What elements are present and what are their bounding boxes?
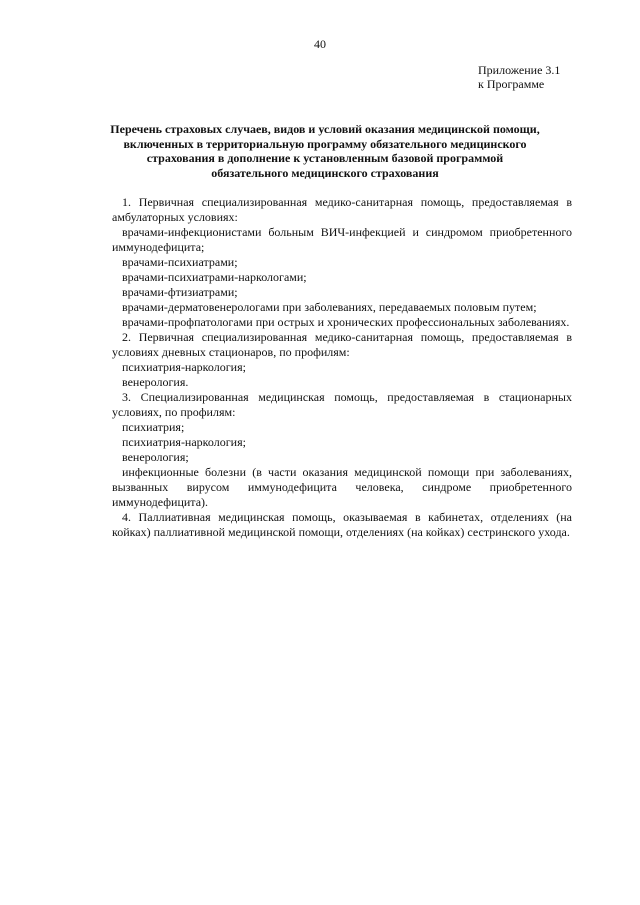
appendix-note <box>478 63 560 91</box>
paragraph-psychiatry-narcology-day: психиатрия-наркология; <box>122 360 246 374</box>
paragraph-psychiatry-narcology-inpatient: психиатрия-наркология; <box>122 435 246 449</box>
paragraph-dermatovenerologists: врачами-дерматовенерологами при заболеваниях, передаваемых половым путем; <box>122 300 537 314</box>
appendix-line-2: к Программе <box>478 77 545 91</box>
appendix-line-1: Приложение 3.1 <box>478 63 561 77</box>
paragraph-item-3: 3. Специализированная медицинская помощь, предоставляемая в стационарных условиях, по профилям: <box>112 390 572 419</box>
paragraph-infectionists: врачами-инфекционистами больным ВИЧ-инфекцией и синдромом приобретенного иммунодефицита; <box>112 225 572 254</box>
paragraph-infectious-diseases: инфекционные болезни (в части оказания медицинской помощи при заболеваниях, вызванных вирусом иммунодефицита человека, синдроме приобретенного иммунодефицита). <box>112 465 572 509</box>
page-number: 40 <box>314 37 326 51</box>
title-line-3: страхования в дополнение к установленным базовой программой <box>146 151 504 165</box>
title-line-1: Перечень страховых случаев, видов и условий оказания медицинской помощи, <box>110 122 540 136</box>
paragraph-psychiatry: психиатрия; <box>122 420 185 434</box>
paragraph-item-4: 4. Паллиативная медицинская помощь, оказываемая в кабинетах, отделениях (на койках) паллиативной медицинской помощи, отделениях (на койках) сестринского ухода. <box>112 510 572 539</box>
paragraph-occupational-pathologists: врачами-профпатологами при острых и хронических профессиональных заболеваниях. <box>122 315 570 329</box>
document-body <box>112 195 572 540</box>
paragraph-item-2: 2. Первичная специализированная медико-санитарная помощь, предоставляемая в условиях дневных стационаров, по профилям: <box>112 330 572 359</box>
paragraph-venerology-day: венерология. <box>122 375 189 389</box>
title-line-4: обязательного медицинского страхования <box>211 165 439 180</box>
paragraph-phthisiatricians: врачами-фтизиатрами; <box>122 285 238 299</box>
document-title <box>70 122 580 180</box>
paragraph-venerology-inpatient: венерология; <box>122 450 189 464</box>
title-line-2: включенных в территориальную программу обязательного медицинского <box>123 136 527 151</box>
paragraph-narcologists: врачами-психиатрами-наркологами; <box>122 270 307 284</box>
paragraph-psychiatrists: врачами-психиатрами; <box>122 255 238 269</box>
paragraph-item-1: 1. Первичная специализированная медико-санитарная помощь, предоставляемая в амбулаторных условиях: <box>112 195 572 224</box>
